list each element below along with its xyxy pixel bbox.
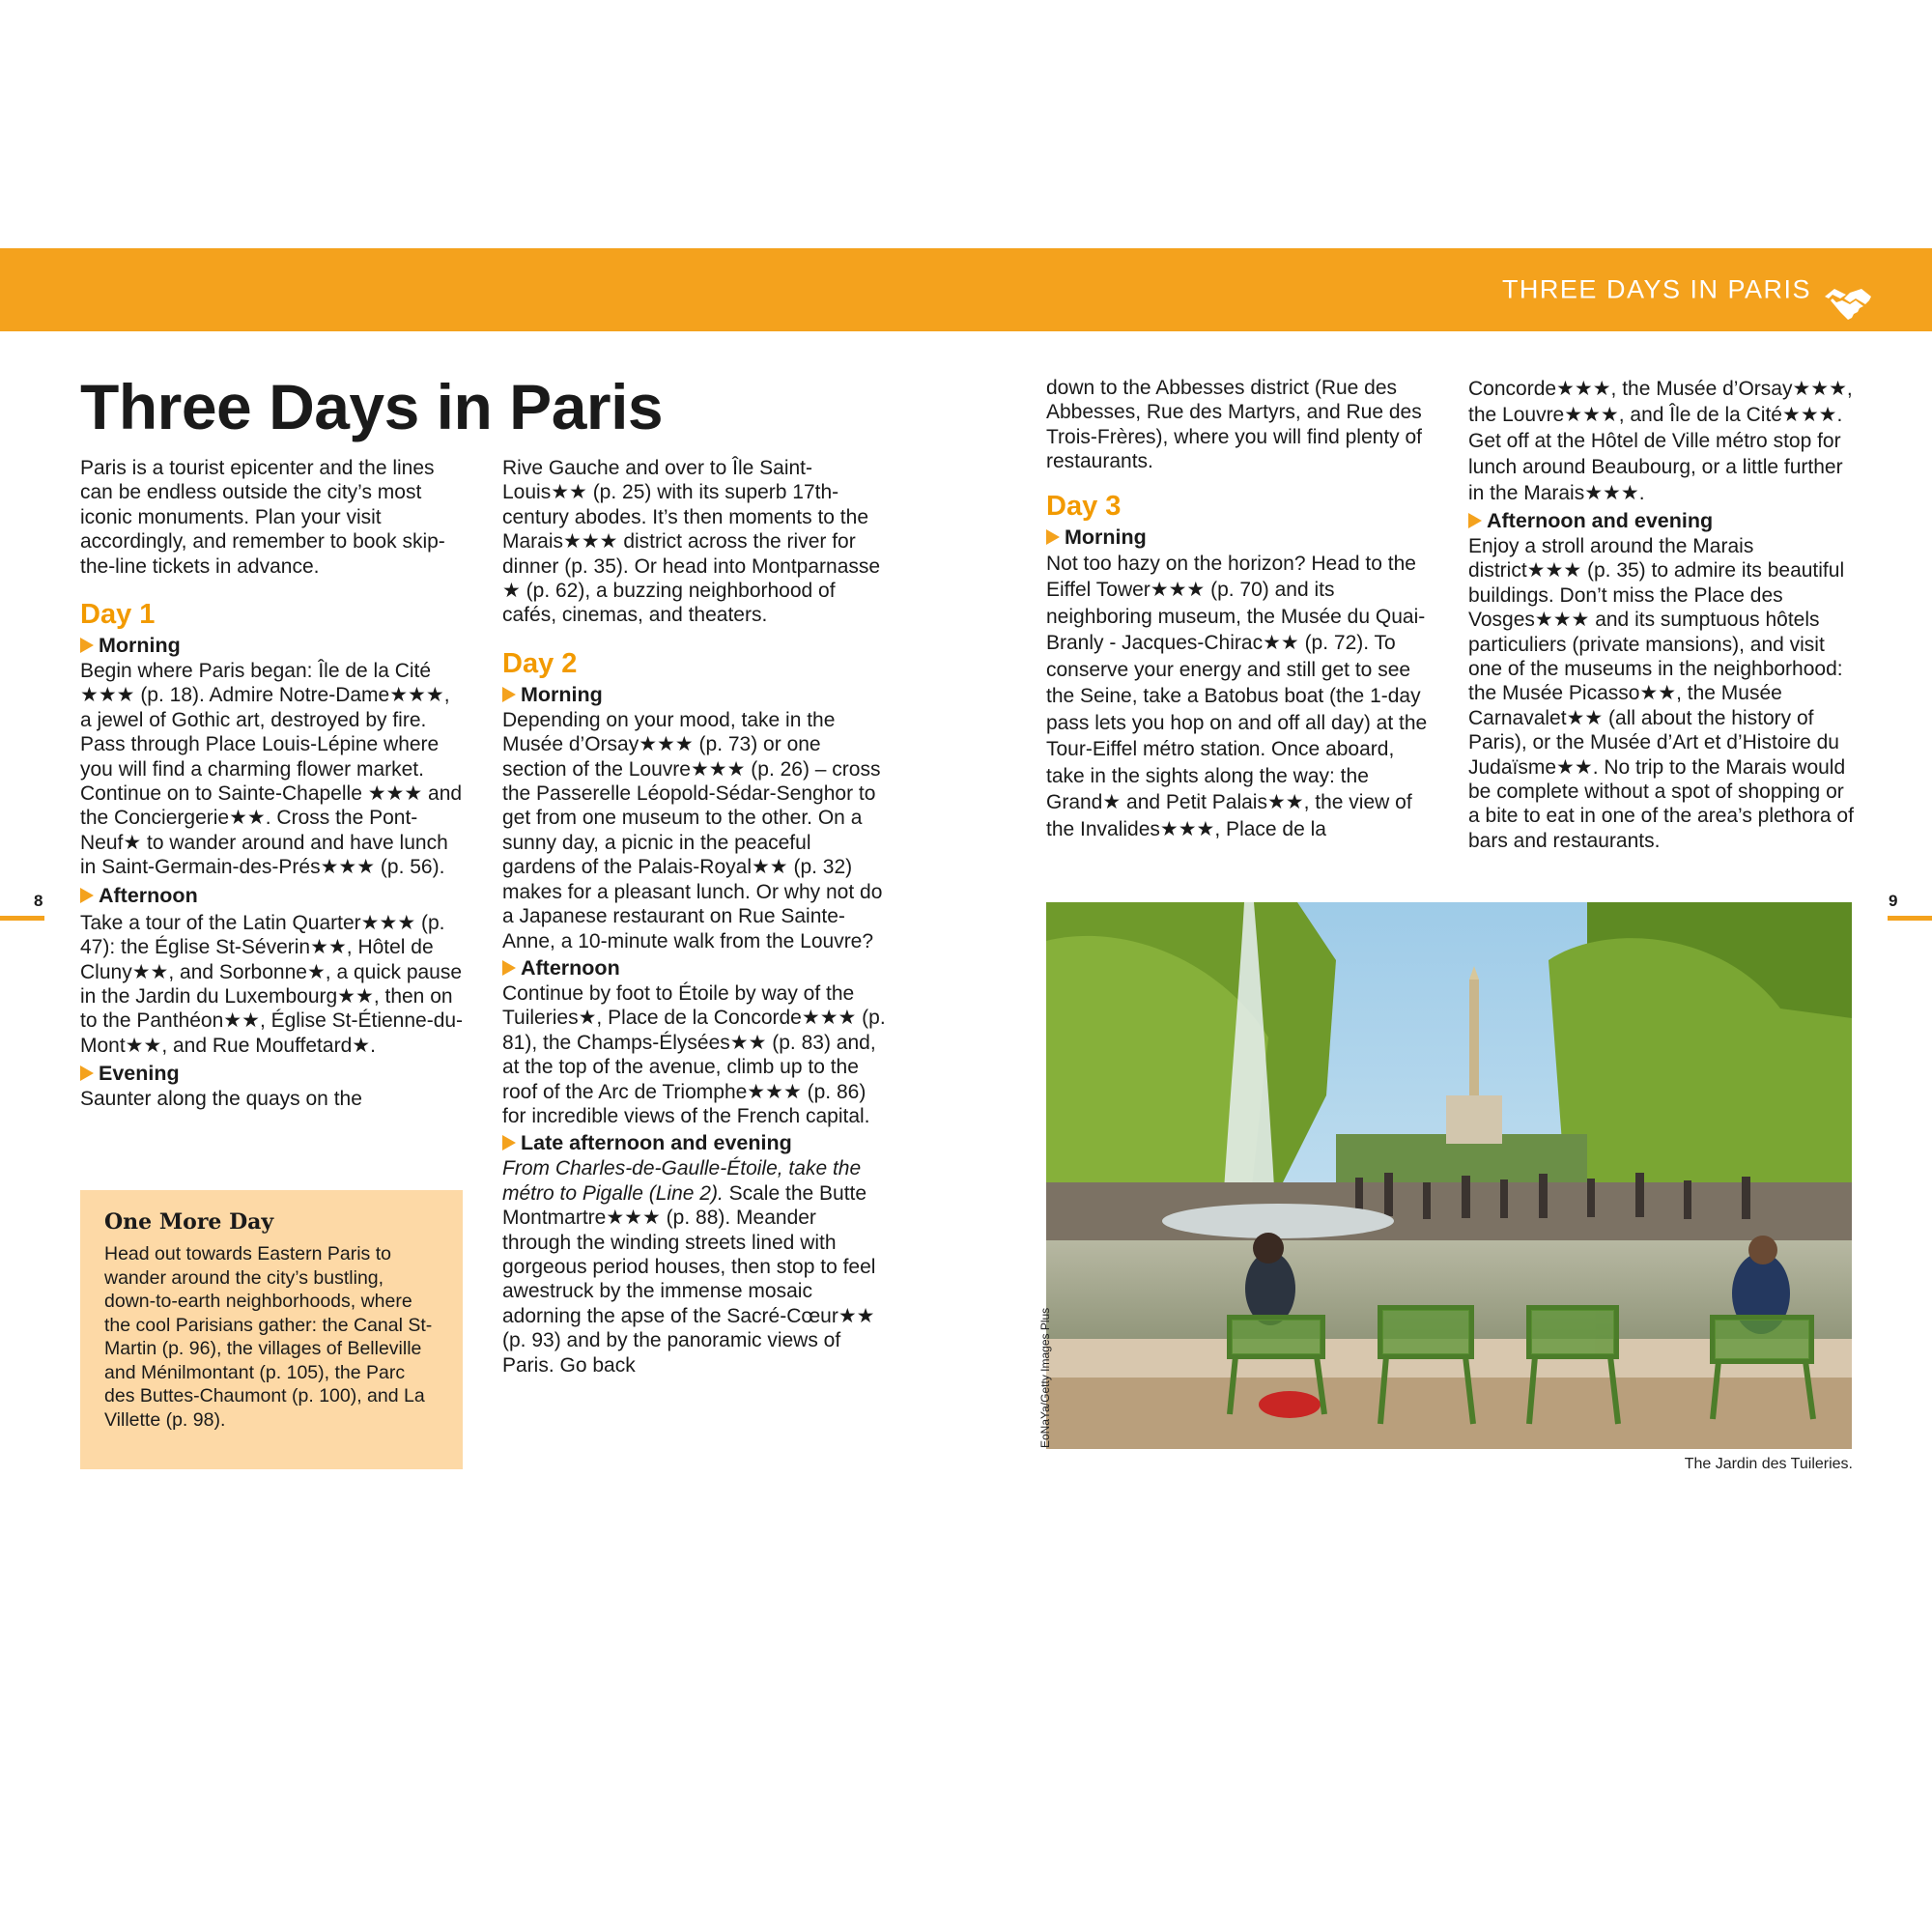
day-1-morning-text: Begin where Paris began: Île de la Cité ★★★ (p. 18). Admire Notre-Dame★★★, a jewel of Gothic art, destroyed by fire. Pass through Place Louis-Lépine where you will find a charming flower market. Continue on to Sainte-Chapelle ★★★ and the Conciergerie★★. Cross the Pont-Neuf★ to wander around and have lunch in Saint-Germain-des-Prés★★★ (p. 56). bbox=[80, 660, 463, 879]
triangle-bullet-icon bbox=[502, 1135, 516, 1151]
one-more-day-title: One More Day bbox=[104, 1209, 274, 1235]
day-2-late-heading: Late afternoon and evening bbox=[502, 1130, 889, 1156]
day-1-afternoon-heading: Afternoon bbox=[80, 883, 467, 909]
day-3-afternoon-heading: Afternoon and evening bbox=[1468, 508, 1855, 534]
one-more-day-text: Head out towards Eastern Paris to wander around the city’s bustling, down-to-earth neighborhoods, where the cool Parisians gather: the Canal St-Martin (p. 96), the villages of Belleville and Ménilmontant (p. 105), the Parc des Buttes-Chaumont (p. 100), and La Villette (p. 98). bbox=[104, 1243, 433, 1431]
day-2-late-text: From Charles-de-Gaulle-Étoile, take the métro to Pigalle (Line 2). Scale the Butte Montmartre★★★ (p. 88). Meander through the winding streets lined with gorgeous period houses, then stop to feel awestruck by the immense mosaic adorning the apse of the Sacré-Cœur★★ (p. 93) and by the panoramic views of Paris. Go back bbox=[502, 1157, 876, 1377]
folio-rule-left bbox=[0, 916, 44, 921]
running-head: THREE DAYS IN PARIS bbox=[1501, 274, 1811, 304]
day-1-heading: Day 1 bbox=[80, 599, 156, 631]
triangle-bullet-icon bbox=[80, 638, 94, 653]
handshake-icon bbox=[1823, 283, 1873, 326]
jardin-des-tuileries-photo bbox=[1046, 902, 1852, 1449]
column-1 bbox=[80, 456, 467, 1112]
col-2-continued-text: Rive Gauche and over to Île Saint-Louis★★ (p. 25) with its superb 17th-century abodes. It’s then moments to the Marais★★★ district across the river for dinner (p. 35). Or head into Montparnasse ★ (p. 62), a buzzing neighborhood of cafés, cinemas, and theaters. bbox=[502, 457, 881, 627]
triangle-bullet-icon bbox=[1468, 513, 1482, 528]
day-1-evening-heading: Evening bbox=[80, 1061, 467, 1087]
day-2-morning-heading: Morning bbox=[502, 682, 889, 708]
column-2 bbox=[502, 456, 889, 1378]
triangle-bullet-icon bbox=[1046, 529, 1060, 545]
day-3-afternoon-text: Enjoy a stroll around the Marais district★★★ (p. 35) to admire its beautiful buildings. Don’t miss the Place des Vosges★★★ and its sumptuous hôtels particuliers (private mansions), and visit one of the museums in the neighborhood: the Musée Picasso★★, the Musée Carnavalet★★ (all about the history of Paris), or the Musée d’Art et d’Histoire du Judaïsme★★. No trip to the Marais would be complete without a spot of shopping or a bite to eat in one of the area’s plethora of bars and restaurants. bbox=[1468, 535, 1854, 852]
col-3-continued-text: down to the Abbesses district (Rue des Abbesses, Rue des Martyrs, and Rue des Trois-Frères), where you will find plenty of restaurants. bbox=[1046, 377, 1423, 473]
column-3 bbox=[1046, 376, 1435, 842]
triangle-bullet-icon bbox=[502, 687, 516, 702]
photo-credit: EoNaYa/Getty Images Plus bbox=[1038, 1307, 1052, 1448]
day-1-morning-heading: Morning bbox=[80, 633, 467, 659]
day-2-afternoon-text: Continue by foot to Étoile by way of the Tuileries★, Place de la Concorde★★★ (p. 81), the Champs-Élysées★★ (p. 83) and, at the top of the avenue, climb up to the roof of the Arc de Triomphe★★★ (p. 86) for incredible views of the French capital. bbox=[502, 981, 886, 1127]
triangle-bullet-icon bbox=[502, 960, 516, 976]
page-number-right: 9 bbox=[1889, 892, 1898, 910]
folio-rule-right bbox=[1888, 916, 1932, 921]
day-1-evening-text: Saunter along the quays on the bbox=[80, 1088, 362, 1111]
day-1-afternoon-text: Take a tour of the Latin Quarter★★★ (p. 47): the Église St-Séverin★★, Hôtel de Cluny★★, and Sorbonne★, a quick pause in the Jardin du Luxembourg★★, then on to the Panthéon★★, Église St-Étienne-du-Mont★★, and Rue Mouffetard★. bbox=[80, 911, 464, 1057]
triangle-bullet-icon bbox=[80, 1065, 94, 1081]
triangle-bullet-icon bbox=[80, 888, 94, 903]
page-number-left: 8 bbox=[34, 892, 43, 910]
day-3-morning-heading: Morning bbox=[1046, 525, 1435, 551]
day-2-afternoon-heading: Afternoon bbox=[502, 955, 889, 981]
page-title: Three Days in Paris bbox=[80, 371, 664, 442]
day-3-heading: Day 3 bbox=[1046, 490, 1122, 522]
one-more-day-box bbox=[80, 1190, 463, 1469]
intro-text: Paris is a tourist epicenter and the lines can be endless outside the city’s most iconic monuments. Plan your visit accordingly, and remember to book skip-the-line tickets in advance. bbox=[80, 457, 445, 578]
column-4 bbox=[1468, 376, 1855, 853]
photo-caption: The Jardin des Tuileries. bbox=[1684, 1456, 1853, 1472]
day-3-morning-text: Not too hazy on the horizon? Head to the Eiffel Tower★★★ (p. 70) and its neighboring museum, the Musée du Quai-Branly - Jacques-Chirac★★ (p. 72). To conserve your energy and still get to see the Seine, take a Batobus boat (the 1-day pass lets you hop on and off all day) at the Tour-Eiffel métro station. Once aboard, take in the sights along the way: the Grand★ and Petit Palais★★, the view of the Invalides★★★, Place de la bbox=[1046, 552, 1428, 840]
day-2-heading: Day 2 bbox=[502, 647, 578, 679]
col-4-continued-text: Concorde★★★, the Musée d’Orsay★★★, the Louvre★★★, and Île de la Cité★★★. Get off at the Hôtel de Ville métro stop for lunch around Beaubourg, or a little further in the Marais★★★. bbox=[1468, 378, 1853, 504]
day-2-morning-text: Depending on your mood, take in the Musée d’Orsay★★★ (p. 73) or one section of the Louvre★★★ (p. 26) – cross the Passerelle Léopold-Sédar-Senghor to get from one museum to the other. On a sunny day, a picnic in the peaceful gardens of the Palais-Royal★★ (p. 32) makes for a pleasant lunch. Or why not do a Japanese restaurant on Rue Sainte-Anne, a 10-minute walk from the Louvre? bbox=[502, 708, 883, 952]
